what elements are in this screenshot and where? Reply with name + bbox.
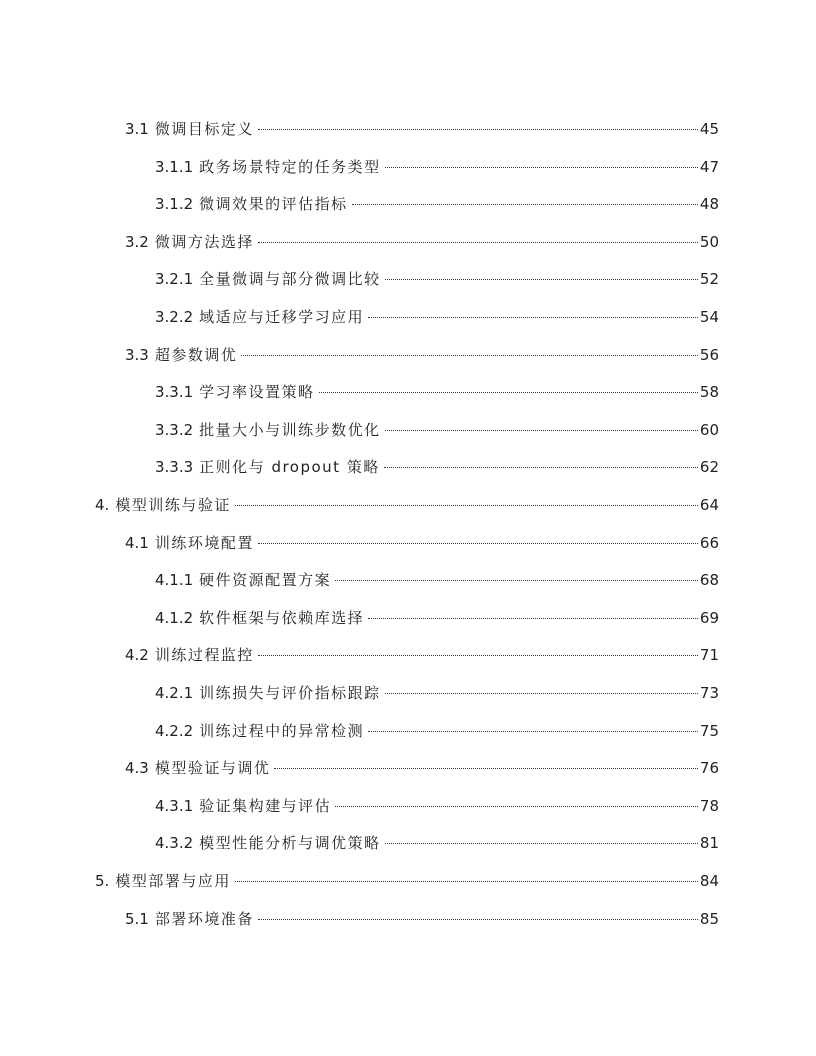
toc-entry-number: 4.1.1 (155, 571, 194, 590)
toc-entry-number: 3.1 (125, 120, 149, 138)
toc-entry-number: 5. (95, 872, 110, 890)
toc-entry-page-number: 56 (699, 345, 719, 364)
dot-leader (258, 919, 698, 920)
toc-entry-title: 学习率设置策略 (199, 383, 315, 402)
toc-entry-page-number: 84 (699, 872, 719, 890)
toc-entry[interactable] (155, 832, 719, 860)
toc-entry-title: 微调效果的评估指标 (199, 195, 348, 214)
toc-entry-number: 5.1 (125, 909, 149, 928)
toc-entry-number: 3.2 (125, 232, 149, 251)
dot-leader (241, 355, 698, 356)
toc-entry-page-number: 54 (699, 308, 719, 326)
toc-entry-page-number: 78 (699, 796, 719, 815)
toc-entry-page-number: 47 (699, 157, 719, 176)
toc-entry-number: 4.2.1 (155, 684, 194, 702)
dot-leader (352, 204, 698, 205)
toc-entry-number: 3.3.3 (155, 458, 194, 477)
dot-leader (235, 881, 698, 882)
toc-entry-page-number: 71 (699, 646, 719, 665)
toc-entry[interactable] (125, 644, 719, 672)
dot-leader (335, 580, 698, 581)
toc-entry-title: 训练损失与评价指标跟踪 (199, 684, 381, 702)
toc-entry-title: 模型部署与应用 (115, 872, 231, 890)
dot-leader (319, 392, 698, 393)
toc-entry-page-number: 48 (699, 195, 719, 214)
toc-entry-title: 软件框架与依赖库选择 (199, 608, 365, 627)
toc-entry[interactable] (125, 344, 719, 372)
toc-entry[interactable] (155, 156, 719, 184)
toc-entry-number: 3.2.2 (155, 308, 194, 326)
toc-entry-number: 4.1.2 (155, 608, 194, 627)
dot-leader (368, 317, 698, 318)
toc-entry-number: 4.2 (125, 646, 149, 665)
dot-leader (235, 505, 698, 506)
toc-entry[interactable] (155, 381, 719, 409)
toc-entry[interactable] (125, 532, 719, 560)
toc-entry-title: 微调方法选择 (154, 232, 254, 251)
toc-entry-number: 3.2.1 (155, 270, 194, 289)
dot-leader (368, 618, 698, 619)
dot-leader (385, 279, 698, 280)
toc-entry-page-number: 62 (699, 458, 719, 477)
toc-entry-page-number: 64 (699, 496, 719, 514)
toc-entry[interactable] (155, 795, 719, 823)
toc-entry-page-number: 85 (699, 909, 719, 928)
toc-entry[interactable] (155, 306, 719, 334)
toc-entry[interactable] (155, 682, 719, 710)
toc-entry[interactable] (95, 870, 719, 898)
dot-leader (385, 430, 698, 431)
toc-entry[interactable] (155, 456, 719, 484)
toc-entry-title: 模型性能分析与调优策略 (199, 834, 381, 853)
toc-entry-page-number: 81 (699, 834, 719, 853)
toc-entry[interactable] (155, 419, 719, 447)
toc-entry[interactable] (155, 569, 719, 597)
toc-entry-title: 批量大小与训练步数优化 (199, 420, 381, 439)
toc-entry-title: 模型验证与调优 (154, 759, 271, 778)
toc-entry-number: 4.1 (125, 533, 149, 552)
toc-entry-number: 4.3.1 (155, 796, 194, 815)
toc-entry-page-number: 50 (699, 232, 719, 251)
toc-entry-title: 超参数调优 (154, 345, 238, 364)
toc-entry-page-number: 75 (699, 721, 719, 740)
dot-leader (385, 693, 698, 694)
toc-entry[interactable] (125, 908, 719, 936)
toc-entry[interactable] (95, 494, 719, 522)
toc-entry-number: 3.3 (125, 345, 149, 364)
toc-entry[interactable] (155, 607, 719, 635)
toc-entry-number: 4. (95, 496, 110, 514)
toc-entry-page-number: 73 (699, 684, 719, 702)
toc-entry-title: 全量微调与部分微调比较 (199, 270, 381, 289)
dot-leader (258, 655, 698, 656)
toc-entry-title: 模型训练与验证 (115, 496, 231, 514)
toc-entry-page-number: 69 (699, 608, 719, 627)
toc-entry-number: 3.1.1 (155, 157, 194, 176)
toc-entry-number: 4.2.2 (155, 721, 194, 740)
toc-entry-page-number: 52 (699, 270, 719, 289)
dot-leader (258, 129, 698, 130)
toc-entry-title: 正则化与 dropout 策略 (199, 458, 380, 477)
dot-leader (368, 731, 698, 732)
toc-entry-page-number: 45 (699, 120, 719, 138)
toc-entry-number: 3.3.1 (155, 383, 194, 402)
toc-entry-page-number: 60 (699, 420, 719, 439)
dot-leader (385, 167, 698, 168)
toc-entry-title: 政务场景特定的任务类型 (199, 157, 381, 176)
toc-entry[interactable] (155, 193, 719, 221)
toc-entry-title: 微调目标定义 (154, 120, 254, 138)
dot-leader (385, 843, 698, 844)
toc-entry-title: 部署环境准备 (154, 909, 254, 928)
toc-entry[interactable] (155, 268, 719, 296)
toc-entry-title: 域适应与迁移学习应用 (199, 308, 365, 326)
toc-entry-number: 4.3.2 (155, 834, 194, 853)
dot-leader (258, 543, 698, 544)
toc-entry-number: 4.3 (125, 759, 149, 778)
toc-entry-title: 验证集构建与评估 (199, 796, 332, 815)
toc-entry-page-number: 76 (699, 759, 719, 778)
dot-leader (384, 467, 698, 468)
dot-leader (258, 242, 698, 243)
toc-entry-page-number: 58 (699, 383, 719, 402)
dot-leader (335, 806, 698, 807)
toc-entry-title: 训练环境配置 (154, 533, 254, 552)
toc-entry[interactable] (125, 231, 719, 259)
toc-entry[interactable] (125, 118, 719, 146)
toc-entry-title: 硬件资源配置方案 (199, 571, 332, 590)
toc-entry-title: 训练过程中的异常检测 (199, 721, 365, 740)
toc-entry-page-number: 68 (699, 571, 719, 590)
toc-entry[interactable] (125, 757, 719, 785)
toc-entry-number: 3.3.2 (155, 420, 194, 439)
toc-entry-title: 训练过程监控 (154, 646, 254, 665)
toc-entry[interactable] (155, 720, 719, 748)
dot-leader (274, 768, 698, 769)
toc-entry-page-number: 66 (699, 533, 719, 552)
toc-entry-number: 3.1.2 (155, 195, 194, 214)
